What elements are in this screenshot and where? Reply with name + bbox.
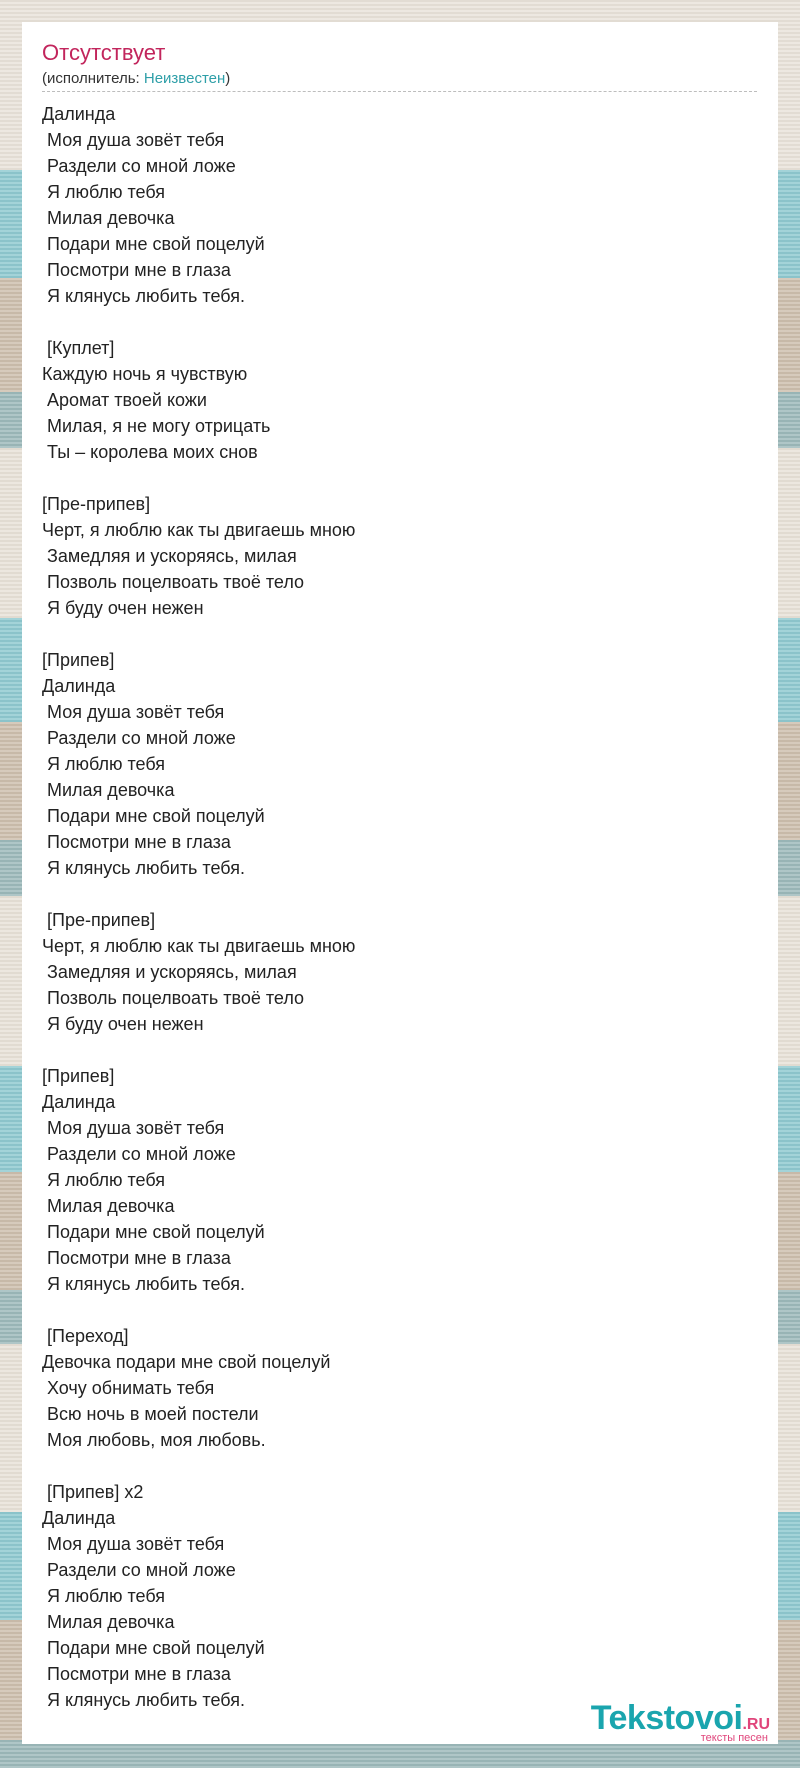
- lyric-line: Я люблю тебя: [42, 1586, 166, 1606]
- lyric-line: [42, 465, 758, 491]
- artist-link[interactable]: Неизвестен: [143, 70, 226, 87]
- lyric-line: Замедляя и ускоряясь, милая: [42, 962, 297, 982]
- lyric-line: Милая девочка: [42, 780, 175, 800]
- lyric-line: Ты – королева моих снов: [42, 442, 258, 462]
- lyric-line: [Припев]: [42, 650, 115, 670]
- lyric-line: [Переход]: [42, 1326, 129, 1346]
- lyric-line: Я клянусь любить тебя.: [42, 1690, 245, 1710]
- lyric-line: Посмотри мне в глаза: [42, 1248, 231, 1268]
- artist-prefix: (исполнитель:: [42, 70, 144, 87]
- artist-line: [42, 70, 757, 92]
- lyrics-card: [22, 22, 778, 1744]
- lyrics-text: [42, 101, 758, 1713]
- lyric-line: Девочка подари мне свой поцелуй: [42, 1352, 331, 1372]
- lyric-line: Раздели со мной ложе: [42, 1560, 236, 1580]
- logo-tld: .RU: [742, 1716, 770, 1733]
- lyric-line: [42, 1297, 758, 1323]
- lyric-line: Моя душа зовёт тебя: [42, 702, 225, 722]
- lyric-line: Моя любовь, моя любовь.: [42, 1430, 266, 1450]
- lyric-line: Позволь поцелвоать твоё тело: [42, 572, 305, 592]
- lyric-line: Раздели со мной ложе: [42, 1144, 236, 1164]
- lyric-line: [42, 309, 758, 335]
- lyric-line: [Пре-припев]: [42, 494, 151, 514]
- site-logo[interactable]: [591, 1701, 770, 1744]
- lyric-line: Я клянусь любить тебя.: [42, 858, 245, 878]
- lyric-line: [Куплет]: [42, 338, 115, 358]
- lyric-line: Раздели со мной ложе: [42, 156, 236, 176]
- lyric-line: [Припев] x2: [42, 1482, 144, 1502]
- lyric-line: Моя душа зовёт тебя: [42, 1534, 225, 1554]
- lyric-line: Аромат твоей кожи: [42, 390, 207, 410]
- lyric-line: Моя душа зовёт тебя: [42, 130, 225, 150]
- lyric-line: Я буду очен нежен: [42, 1014, 204, 1034]
- lyric-line: Черт, я люблю как ты двигаешь мною: [42, 520, 356, 540]
- lyric-line: Я клянусь любить тебя.: [42, 286, 245, 306]
- lyric-line: Я буду очен нежен: [42, 598, 204, 618]
- lyric-line: Я люблю тебя: [42, 754, 166, 774]
- lyric-line: Далинда: [42, 1508, 116, 1528]
- lyric-line: [42, 881, 758, 907]
- lyric-line: Далинда: [42, 676, 116, 696]
- lyric-line: Подари мне свой поцелуй: [42, 1638, 265, 1658]
- lyric-line: Раздели со мной ложе: [42, 728, 236, 748]
- lyric-line: [42, 1037, 758, 1063]
- lyric-line: Посмотри мне в глаза: [42, 1664, 231, 1684]
- logo-word: Tekstovoi: [590, 1699, 743, 1737]
- lyric-line: Я клянусь любить тебя.: [42, 1274, 245, 1294]
- lyric-line: Милая девочка: [42, 208, 175, 228]
- lyric-line: [42, 621, 758, 647]
- lyric-line: Хочу обнимать тебя: [42, 1378, 215, 1398]
- logo-subtitle: тексты песен: [700, 1732, 768, 1744]
- lyric-line: [42, 1453, 758, 1479]
- lyric-line: Замедляя и ускоряясь, милая: [42, 546, 297, 566]
- lyric-line: Далинда: [42, 1092, 116, 1112]
- lyric-line: Милая девочка: [42, 1612, 175, 1632]
- lyric-line: Моя душа зовёт тебя: [42, 1118, 225, 1138]
- lyric-line: Позволь поцелвоать твоё тело: [42, 988, 305, 1008]
- lyric-line: Всю ночь в моей постели: [42, 1404, 259, 1424]
- lyric-line: Подари мне свой поцелуй: [42, 234, 265, 254]
- lyric-line: Я люблю тебя: [42, 182, 166, 202]
- lyric-line: Милая девочка: [42, 1196, 175, 1216]
- lyric-line: [Припев]: [42, 1066, 115, 1086]
- lyric-line: Черт, я люблю как ты двигаешь мною: [42, 936, 356, 956]
- lyric-line: Я люблю тебя: [42, 1170, 166, 1190]
- artist-suffix: ): [225, 70, 231, 87]
- lyric-line: Каждую ночь я чувствую: [42, 364, 248, 384]
- song-title: Отсутствует: [42, 40, 166, 65]
- lyric-line: Далинда: [42, 104, 116, 124]
- lyric-line: Милая, я не могу отрицать: [42, 416, 271, 436]
- lyric-line: Посмотри мне в глаза: [42, 260, 231, 280]
- lyric-line: [Пре-припев]: [42, 910, 156, 930]
- lyric-line: Подари мне свой поцелуй: [42, 1222, 265, 1242]
- lyric-line: Посмотри мне в глаза: [42, 832, 231, 852]
- lyric-line: Подари мне свой поцелуй: [42, 806, 265, 826]
